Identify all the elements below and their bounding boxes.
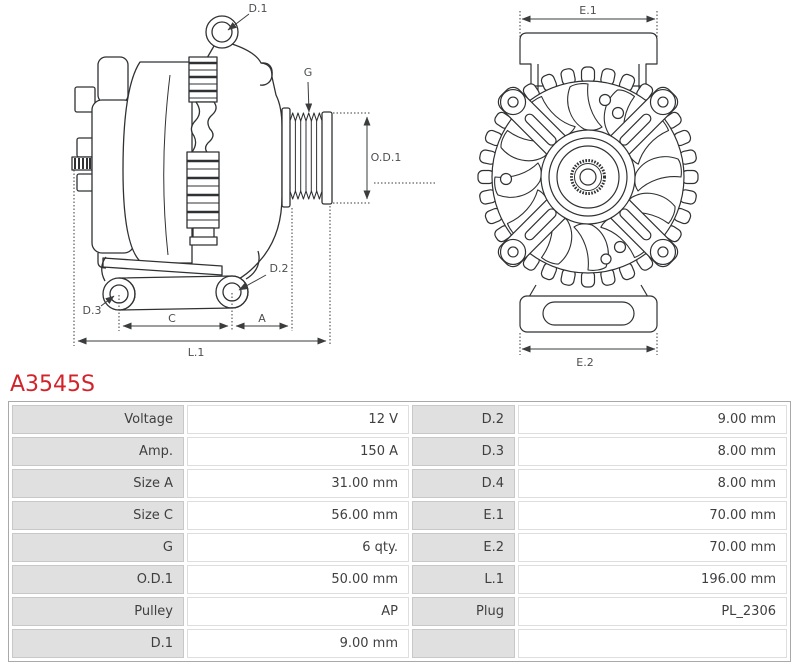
table-row xyxy=(12,629,787,658)
spec-label: D.4 xyxy=(412,469,515,498)
spec-label: G xyxy=(12,533,184,562)
dim-label-c: C xyxy=(168,312,176,325)
spec-label: L.1 xyxy=(412,565,515,594)
table-row xyxy=(12,597,787,626)
side-view xyxy=(72,16,332,310)
dim-label-d1: D.1 xyxy=(248,2,268,15)
spec-label: Amp. xyxy=(12,437,184,466)
spec-label: D.1 xyxy=(12,629,184,658)
spec-value: 12 V xyxy=(187,405,409,434)
table-row xyxy=(12,533,787,562)
spec-label: Size A xyxy=(12,469,184,498)
spec-value xyxy=(518,629,787,658)
spec-label: E.2 xyxy=(412,533,515,562)
spec-value: 70.00 mm xyxy=(518,533,787,562)
spec-label: E.1 xyxy=(412,501,515,530)
spec-value: 56.00 mm xyxy=(187,501,409,530)
spec-label: D.2 xyxy=(412,405,515,434)
product-code: A3545S xyxy=(10,372,96,397)
spec-value: 31.00 mm xyxy=(187,469,409,498)
pulley xyxy=(282,108,332,207)
table-row xyxy=(12,565,787,594)
dim-label-g: G xyxy=(303,66,313,79)
table-row xyxy=(12,437,787,466)
table-row xyxy=(12,469,787,498)
table-row xyxy=(12,501,787,530)
spec-label: Plug xyxy=(412,597,515,626)
spec-value: 9.00 mm xyxy=(187,629,409,658)
dim-label-e2: E.2 xyxy=(576,356,594,369)
spec-value: 9.00 mm xyxy=(518,405,787,434)
spec-table xyxy=(8,401,791,662)
dim-label-d3: D.3 xyxy=(82,304,102,317)
spec-value: 70.00 mm xyxy=(518,501,787,530)
spec-label: D.3 xyxy=(412,437,515,466)
spec-label: Voltage xyxy=(12,405,184,434)
dim-label-a: A xyxy=(258,312,266,325)
dim-label-d2: D.2 xyxy=(269,262,289,275)
spec-value: 196.00 mm xyxy=(518,565,787,594)
spec-value: 50.00 mm xyxy=(187,565,409,594)
spec-value: 8.00 mm xyxy=(518,437,787,466)
front-view xyxy=(478,33,698,332)
spec-label xyxy=(412,629,515,658)
spec-value: AP xyxy=(187,597,409,626)
spec-label: O.D.1 xyxy=(12,565,184,594)
spec-value: 6 qty. xyxy=(187,533,409,562)
spec-label: Size C xyxy=(12,501,184,530)
spec-value: 150 A xyxy=(187,437,409,466)
table-row xyxy=(12,405,787,434)
spec-value: 8.00 mm xyxy=(518,469,787,498)
spec-label: Pulley xyxy=(12,597,184,626)
dim-label-od1: O.D.1 xyxy=(370,151,402,164)
dim-label-l1: L.1 xyxy=(187,346,205,359)
spec-value: PL_2306 xyxy=(518,597,787,626)
dim-label-e1: E.1 xyxy=(579,4,597,17)
